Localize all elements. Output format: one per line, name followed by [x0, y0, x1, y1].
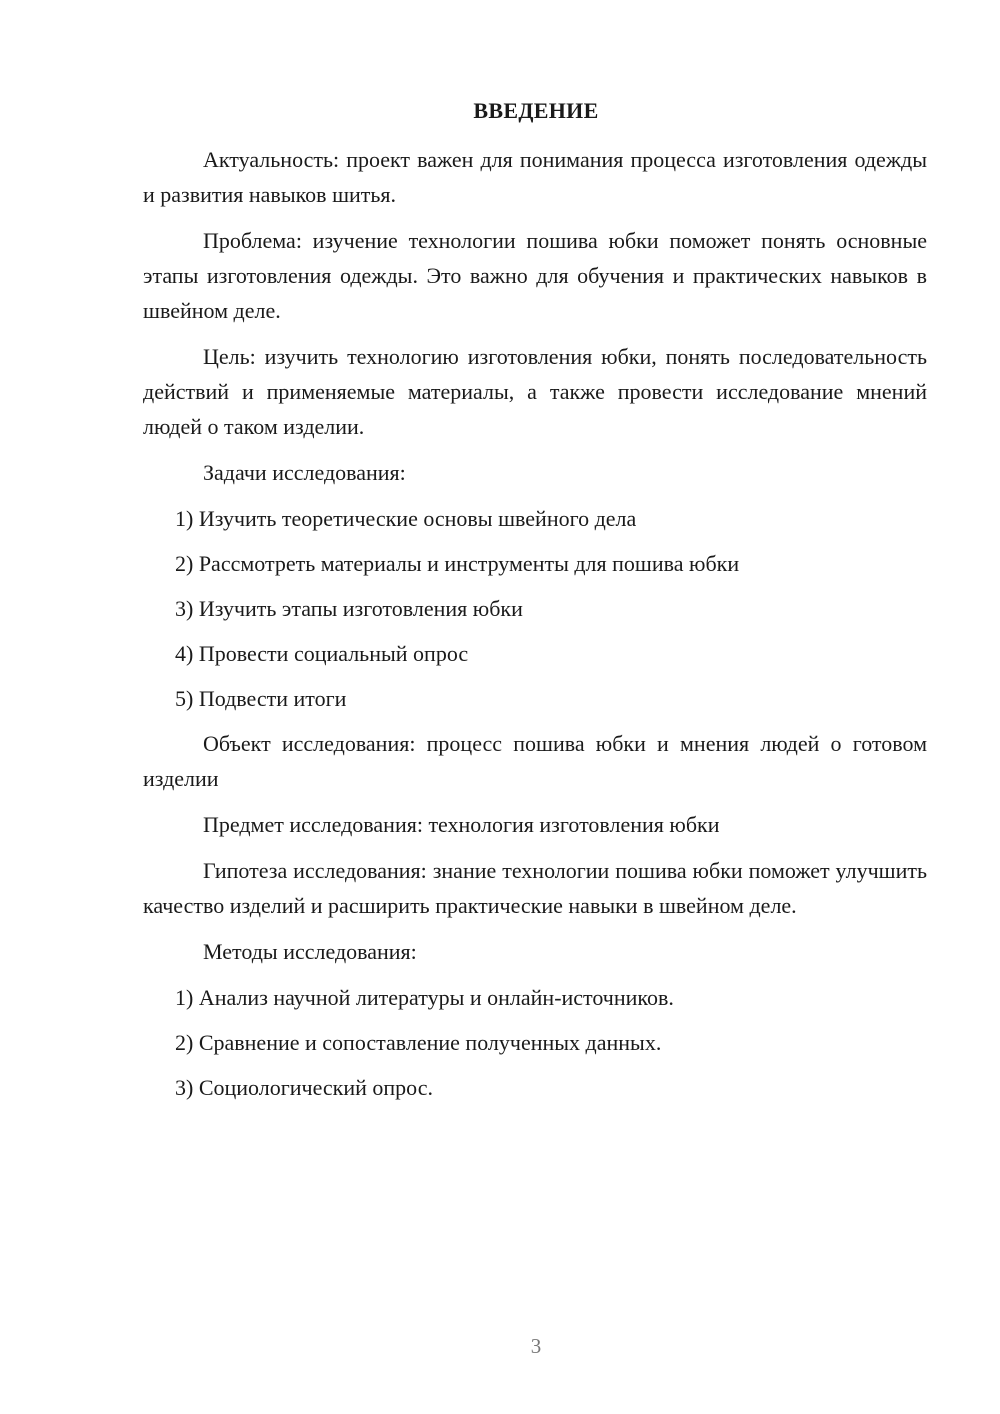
list-item: 5) Подвести итоги — [175, 686, 347, 711]
paragraph-hypothesis: Гипотеза исследования: знание технологии пошива юбки поможет улучшить качество изделий и расширить практические навыки в швейном деле. — [143, 858, 927, 918]
paragraph-relevance: Актуальность: проект важен для понимания процесса изготовления одежды и развития навыков шитья. — [143, 147, 927, 207]
list-item: 2) Сравнение и сопоставление полученных данных. — [175, 1030, 662, 1055]
methods-list — [143, 980, 927, 1105]
page-number: 3 — [530, 1334, 542, 1358]
methods-heading: Методы исследования: — [203, 939, 417, 964]
list-item: 1) Анализ научной литературы и онлайн-источников. — [175, 985, 674, 1010]
document-body — [143, 142, 927, 1115]
list-item: 1) Изучить теоретические основы швейного дела — [175, 506, 637, 531]
tasks-list — [143, 501, 927, 716]
tasks-heading: Задачи исследования: — [203, 460, 406, 485]
list-item: 2) Рассмотреть материалы и инструменты для пошива юбки — [175, 551, 740, 576]
list-item: 3) Изучить этапы изготовления юбки — [175, 596, 523, 621]
paragraph-goal: Цель: изучить технологию изготовления юбки, понять последовательность действий и применяемые материалы, а также провести исследование мнений людей о таком изделии. — [143, 344, 927, 439]
list-item: 3) Социологический опрос. — [175, 1075, 433, 1100]
page-title: ВВЕДЕНИЕ — [473, 98, 599, 123]
paragraph-subject: Предмет исследования: технология изготовления юбки — [203, 812, 720, 837]
paragraph-object: Объект исследования: процесс пошива юбки и мнения людей о готовом изделии — [143, 731, 927, 791]
paragraph-problem: Проблема: изучение технологии пошива юбки поможет понять основные этапы изготовления одежды. Это важно для обучения и практических навыков в швейном деле. — [143, 228, 927, 323]
list-item: 4) Провести социальный опрос — [175, 641, 469, 666]
